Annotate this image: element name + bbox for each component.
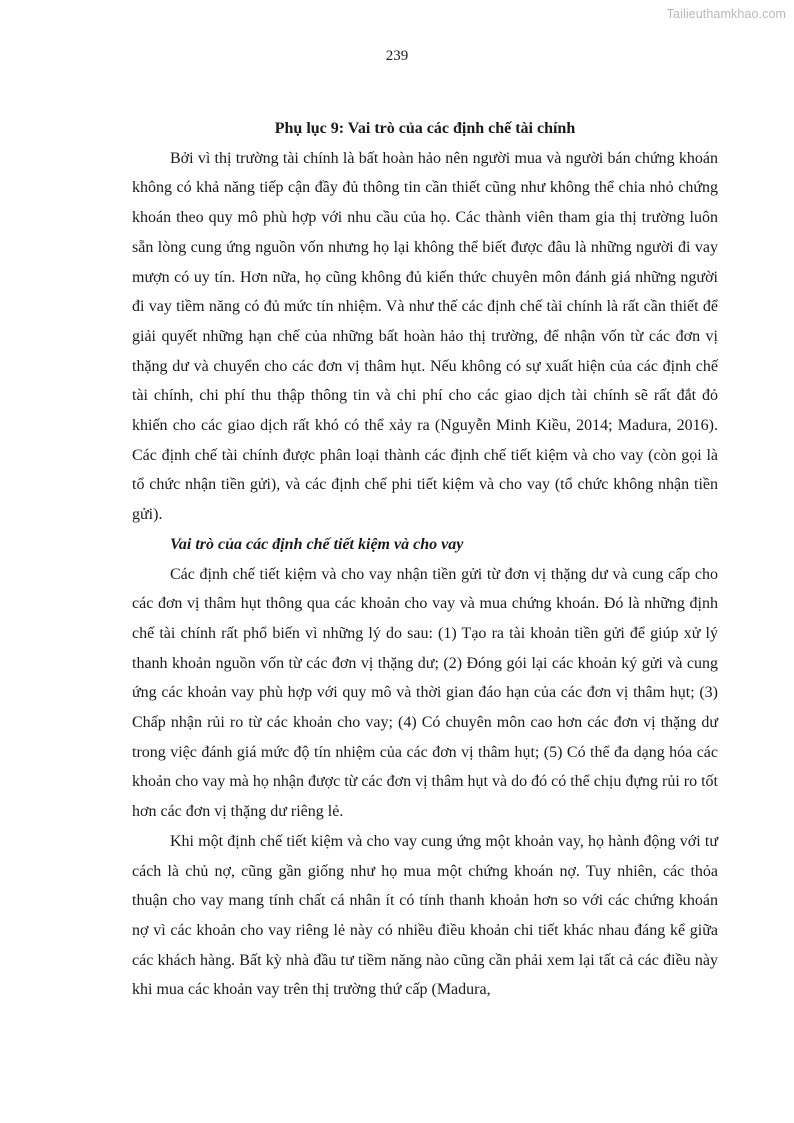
section-subheading: Vai trò của các định chế tiết kiệm và cho vay (170, 535, 464, 553)
document-body (132, 114, 718, 1005)
paragraph-savings-institutions: Các định chế tiết kiệm và cho vay nhận tiền gửi từ đơn vị thặng dư và cung cấp cho các đơn vị thâm hụt thông qua các khoản cho vay và mua chứng khoán. Đó là những định chế tài chính rất phổ biến vì những lý do sau: (1) Tạo ra tài khoản tiền gửi để giúp xử lý thanh khoản nguồn vốn từ các đơn vị thặng dư; (2) Đóng gói lại các khoản ký gửi và cung ứng các khoản vay phù hợp với quy mô và thời gian đáo hạn của các đơn vị thâm hụt; (3) Chấp nhận rủi ro từ các khoản cho vay; (4) Có chuyên môn cao hơn các đơn vị thặng dư trong việc đánh giá mức độ tín nhiệm của các đơn vị thâm hụt; (5) Có thể đa dạng hóa các khoản cho vay mà họ nhận được từ các đơn vị thâm hụt và do đó có thể chịu đựng rủi ro tốt hơn các đơn vị thặng dư riêng lẻ. (132, 565, 718, 821)
paragraph-lending: Khi một định chế tiết kiệm và cho vay cung ứng một khoản vay, họ hành động với tư cách là chủ nợ, cũng gần giống như họ mua một chứng khoán nợ. Tuy nhiên, các thỏa thuận cho vay mang tính chất cá nhân ít có tính thanh khoản hơn so với các chứng khoán nợ vì các khoản cho vay riêng lẻ này có nhiều điều khoản chi tiết khác nhau đáng kể giữa các khách hàng. Bất kỳ nhà đầu tư tiềm năng nào cũng cần phải xem lại tất cả các điều này khi mua các khoản vay trên thị trường thứ cấp (Madura, (132, 832, 718, 999)
watermark-text: Tailieuthamkhao.com (666, 7, 786, 21)
page-number: 239 (385, 48, 409, 64)
paragraph-intro: Bởi vì thị trường tài chính là bất hoàn hảo nên người mua và người bán chứng khoán không có khả năng tiếp cận đầy đủ thông tin cần thiết cũng như không thể chia nhỏ chứng khoán theo quy mô phù hợp với nhu cầu của họ. Các thành viên tham gia thị trường luôn sẵn lòng cung ứng nguồn vốn nhưng họ lại không thể biết được đâu là những người đi vay mượn có uy tín. Hơn nữa, họ cũng không đủ kiến thức chuyên môn đánh giá những người đi vay tiềm năng có đủ mức tín nhiệm. Và như thế các định chế tài chính là rất cần thiết để giải quyết những hạn chế của những bất hoàn hảo thị trường, để nhận vốn từ các đơn vị thặng dư và chuyển cho các đơn vị thâm hụt. Nếu không có sự xuất hiện của các định chế tài chính, chi phí thu thập thông tin và chi phí cho các giao dịch tài chính sẽ rất đắt đỏ khiến cho các giao dịch rất khó có thể xảy ra (Nguyễn Minh Kiều, 2014; Madura, 2016). Các định chế tài chính được phân loại thành các định chế tiết kiệm và cho vay (còn gọi là tổ chức nhận tiền gửi), và các định chế phi tiết kiệm và cho vay (tổ chức không nhận tiền gửi). (132, 149, 718, 524)
appendix-heading: Phụ lục 9: Vai trò của các định chế tài chính (274, 120, 576, 137)
